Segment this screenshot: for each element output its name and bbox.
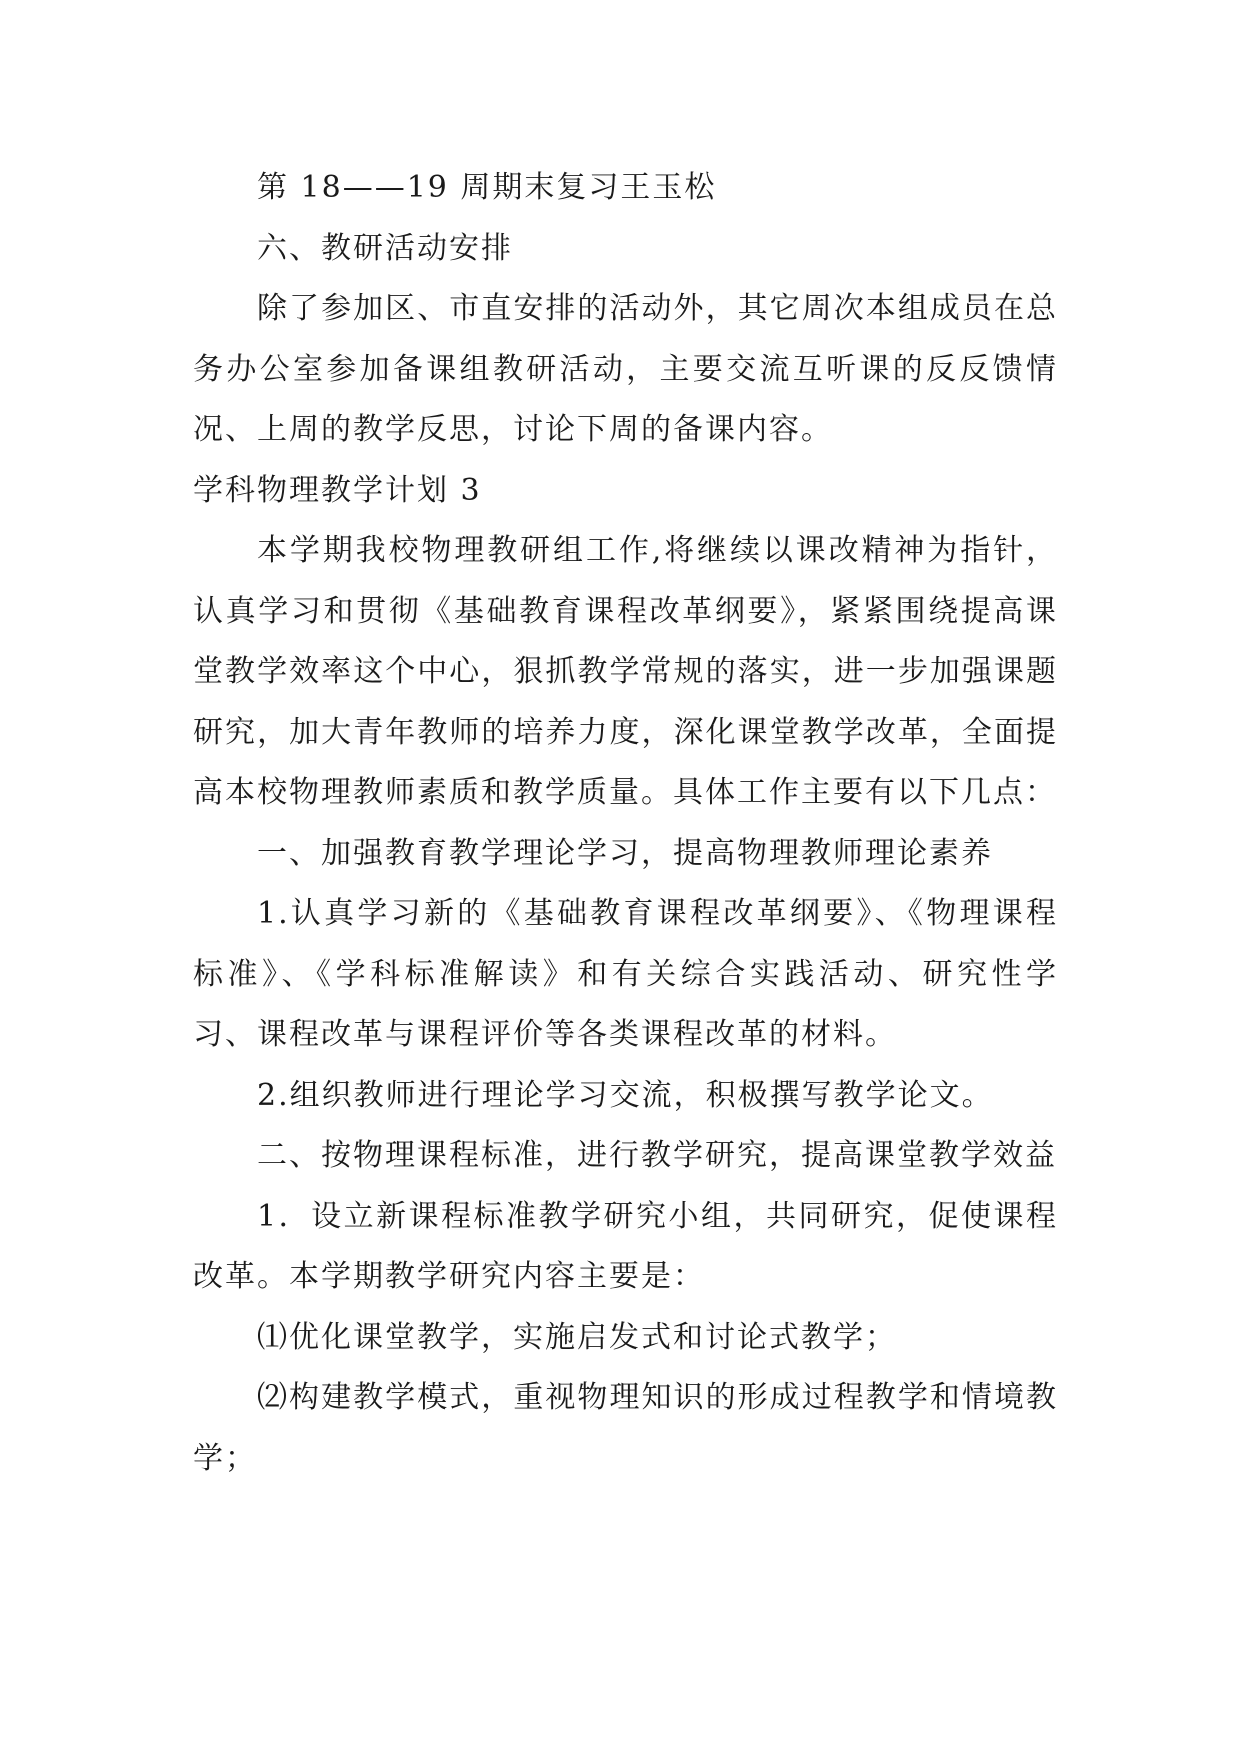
section-heading-research-activities: 六、教研活动安排 <box>257 230 513 266</box>
sub-item-research-1: ⑴优化课堂教学，实施启发式和讨论式教学； <box>257 1319 897 1355</box>
list-item-theory-2: 2.组织教师进行理论学习交流，积极撰写教学论文。 <box>257 1077 994 1113</box>
list-item-theory-1: 1.认真学习新的《基础教育课程改革纲要》、《物理课程标准》、《学科标准解读》和有关综合实践活动、研究性学习、课程改革与课程评价等各类课程改革的材料。 <box>193 896 1058 1052</box>
document-title-plan-3: 学科物理教学计划 3 <box>193 472 482 508</box>
paragraph-research-activities: 除了参加区、市直安排的活动外，其它周次本组成员在总务办公室参加备课组教研活动，主要交流互听课的反反馈情况、上周的教学反思，讨论下周的备课内容。 <box>193 291 1058 447</box>
section-heading-theory-study: 一、加强教育教学理论学习，提高物理教师理论素养 <box>257 835 993 871</box>
paragraph-review-schedule: 第 18——19 周期末复习王玉松 <box>257 170 717 205</box>
list-item-research-1: 1．设立新课程标准教学研究小组，共同研究，促使课程改革。本学期教学研究内容主要是： <box>193 1198 1058 1294</box>
document-body <box>193 158 1058 1489</box>
sub-item-research-2: ⑵构建教学模式，重视物理知识的形成过程教学和情境教学； <box>193 1380 1058 1476</box>
section-heading-teaching-research: 二、按物理课程标准，进行教学研究，提高课堂教学效益 <box>257 1138 1057 1173</box>
paragraph-introduction: 本学期我校物理教研组工作,将继续以课改精神为指针，认真学习和贯彻《基础教育课程改革纲要》，紧紧围绕提高课堂教学效率这个中心，狠抓教学常规的落实，进一步加强课题研究，加大青年教师的培养力度，深化课堂教学改革，全面提高本校物理教师素质和教学质量。具体工作主要有以下几点： <box>193 533 1058 810</box>
